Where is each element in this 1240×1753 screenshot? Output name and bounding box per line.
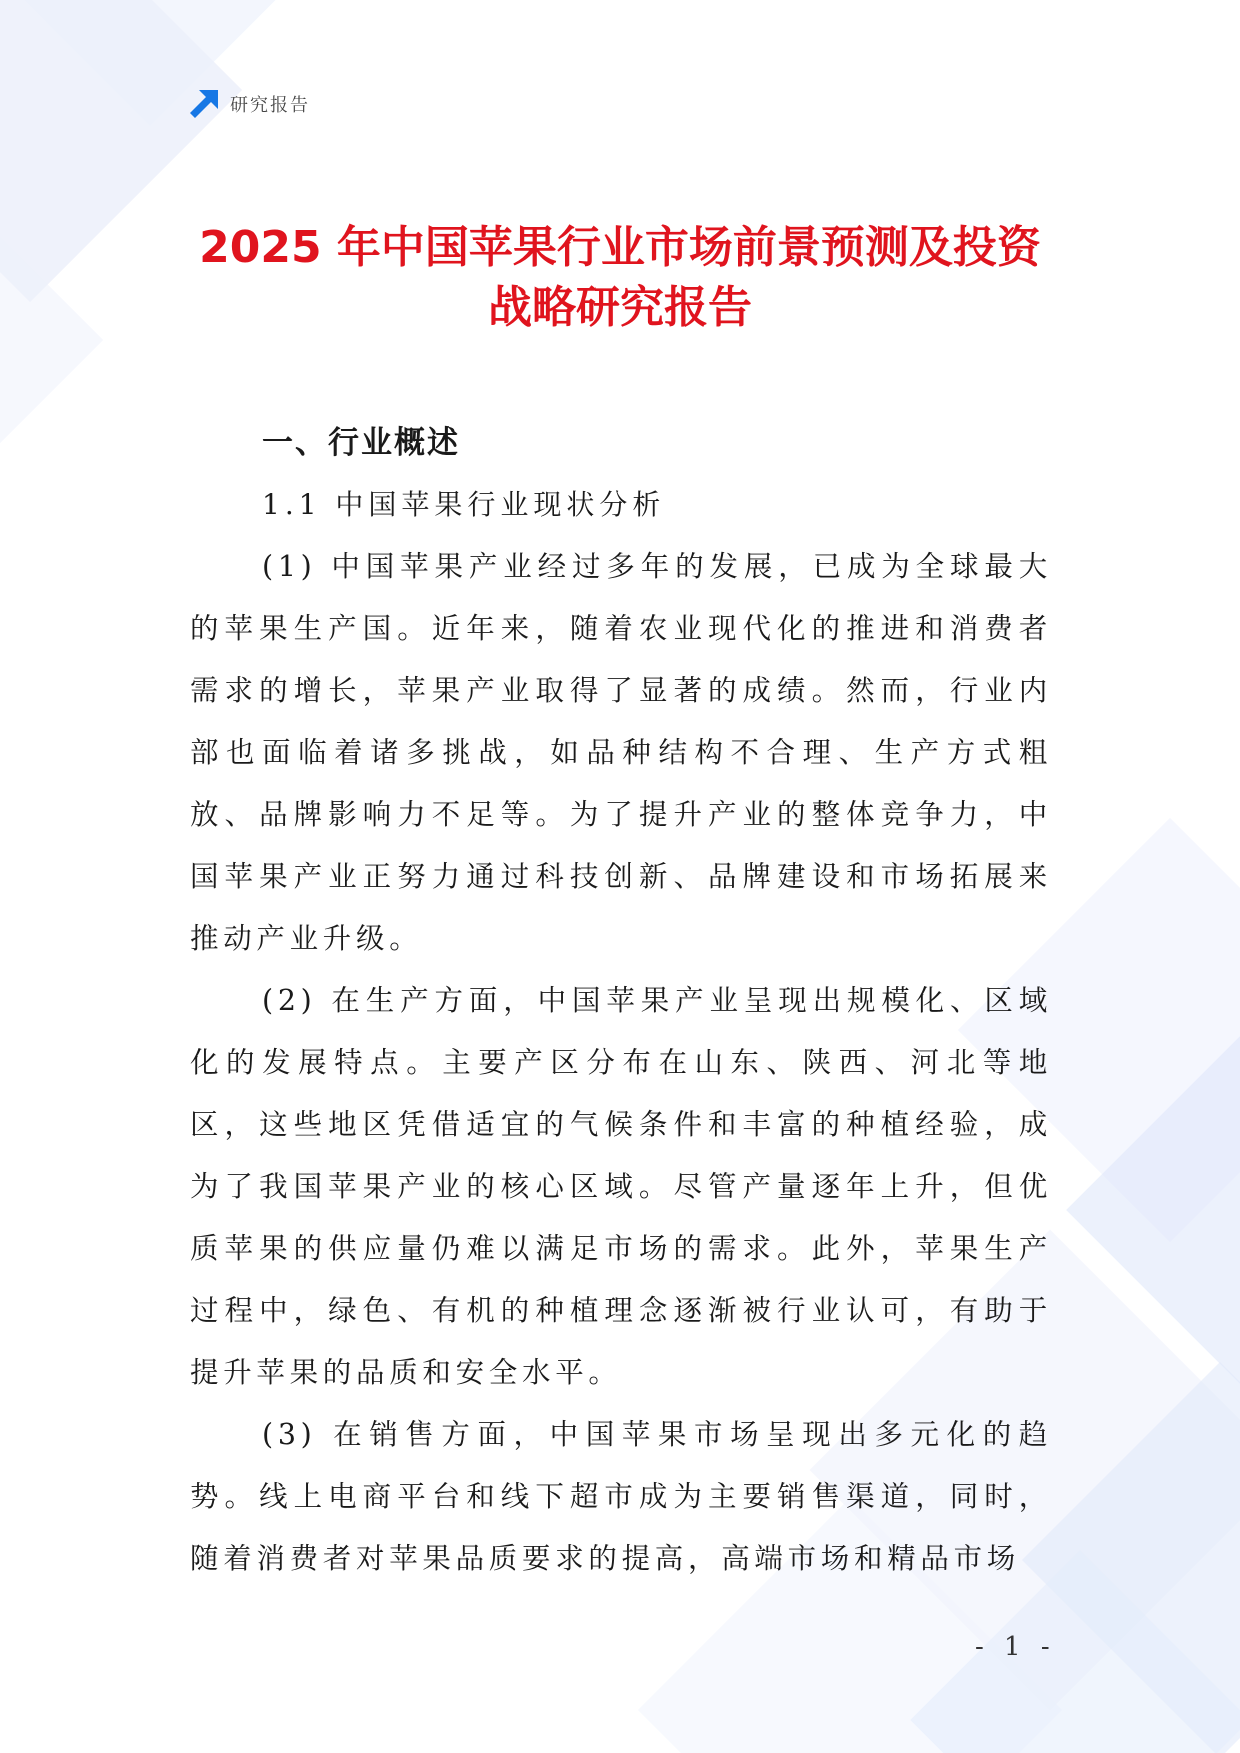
header-label: 研究报告 bbox=[230, 95, 310, 116]
paragraph: (1) 中国苹果产业经过多年的发展，已成为全球最大的苹果生产国。近年来，随着农业现代化的推进和消费者需求的增长，苹果产业取得了显著的成绩。然而，行业内部也面临着诸多挑战，如品种结构不合理、生产方式粗放、品牌影响力不足等。为了提升产业的整体竞争力，中国苹果产业正努力通过科技创新、品牌建设和市场拓展来推动产业升级。 bbox=[190, 550, 1052, 955]
subsection-heading: 1.1 中国苹果行业现状分析 bbox=[262, 488, 666, 521]
arrow-up-right-icon bbox=[188, 88, 220, 120]
section-heading: 一、行业概述 bbox=[262, 425, 460, 461]
paragraph: (2) 在生产方面，中国苹果产业呈现出规模化、区域化的发展特点。主要产区分布在山东、陕西、河北等地区，这些地区凭借适宜的气候条件和丰富的种植经验，成为了我国苹果产业的核心区域。尽管产量逐年上升，但优质苹果的供应量仍难以满足市场的需求。此外，苹果生产过程中，绿色、有机的种植理念逐渐被行业认可，有助于提升苹果的品质和安全水平。 bbox=[190, 984, 1052, 1389]
report-header bbox=[188, 88, 310, 120]
document-body bbox=[190, 412, 1052, 1590]
document-title bbox=[150, 218, 1090, 338]
title-line-2: 战略研究报告 bbox=[488, 282, 752, 333]
page-number: - 1 - bbox=[975, 1632, 1056, 1662]
title-line-1: 2025 年中国苹果行业市场前景预测及投资 bbox=[199, 222, 1041, 273]
paragraph: (3) 在销售方面，中国苹果市场呈现出多元化的趋势。线上电商平台和线下超市成为主要销售渠道，同时，随着消费者对苹果品质要求的提高，高端市场和精品市场 bbox=[190, 1418, 1052, 1575]
